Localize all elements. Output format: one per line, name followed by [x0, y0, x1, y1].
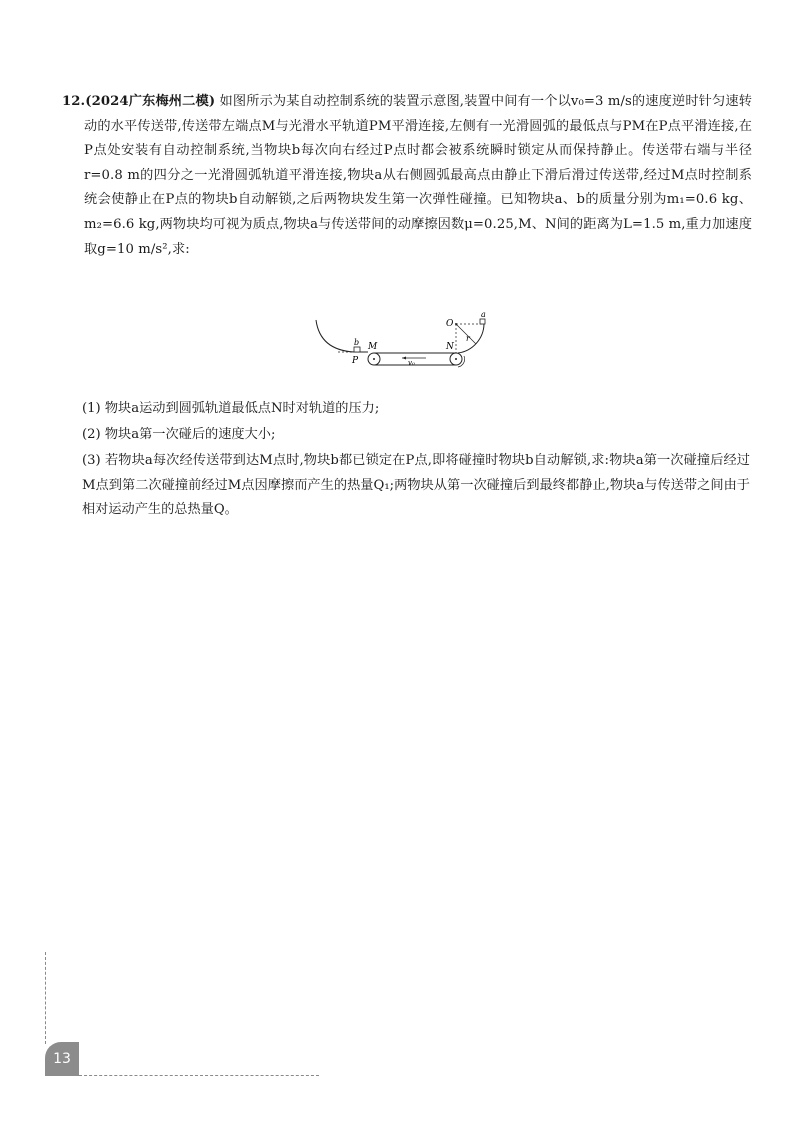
label-M: M [368, 342, 378, 352]
right-roller-center [455, 358, 457, 360]
problem-number: 12. [62, 94, 86, 109]
apparatus-figure [306, 312, 506, 378]
label-v0: v₀ [408, 359, 415, 367]
v0-arrowhead [402, 357, 406, 360]
question-2: (2) 物块a第一次碰后的速度大小; [82, 427, 276, 443]
label-a: a [481, 312, 486, 319]
label-b: b [354, 338, 360, 347]
left-arc [316, 320, 354, 352]
problem-stem [62, 90, 752, 262]
footer-dashed-line [79, 1075, 319, 1076]
left-roller-center [373, 358, 375, 360]
question-3: (3) 若物块a每次经传送带到达M点时,物块b都已锁定在P点,即将碰撞时物块b自动解锁,求:物块a第一次碰撞后经过M点到第二次碰撞前经过M点因摩擦而产生的热量Q₁;两物块从第一次碰撞后到最终都静止,物块a与传送带之间由于相对运动产生的总热量Q。 [82, 453, 750, 518]
page-number: 13 [45, 1042, 79, 1076]
problem-stem-line1: 如图所示为某自动控制系统的装置示意图,装置中间有一个以v₀=3 m/s的速度逆 [219, 94, 686, 109]
label-r: r [466, 334, 470, 343]
right-arc [458, 324, 484, 353]
label-N: N [446, 342, 454, 352]
block-b [354, 347, 360, 352]
margin-dashed-line [45, 952, 46, 1044]
label-O: O [446, 319, 454, 329]
question-1: (1) 物块a运动到圆弧轨道最低点N时对轨道的压力; [82, 401, 380, 417]
label-P: P [352, 356, 359, 366]
problem-stem-rest: 时针匀速转动的水平传送带,传送带左端点M与光滑水平轨道PM平滑连接,左侧有一光滑圆弧的最低点与PM在P点平滑连接,在P点处安装有自动控制系统,当物块b每次向右经过P点时都会被系统瞬时锁定从而保持静止。传送带右端与半径r=0.8 m的四分之一光滑圆弧轨道平滑连接,物块a从右侧圆弧最高点由静止下滑后滑过传送带,经过M点时控制系统会使静止在P点的物块b自动解锁,之后两物块发生第一次弹性碰撞。已知物块a、b的质量分别为m₁=0.6 kg、m₂=6.6 kg,两物块均可视为质点,物块a与传送带间的动摩擦因数μ=0.25,M、N间的距离为L=1.5 m,重力加速度取g=10 m/s²,求: [84, 94, 753, 257]
problem-text [62, 90, 752, 262]
block-a [480, 319, 485, 324]
problem-source: (2024广东梅州二模) [85, 94, 216, 109]
